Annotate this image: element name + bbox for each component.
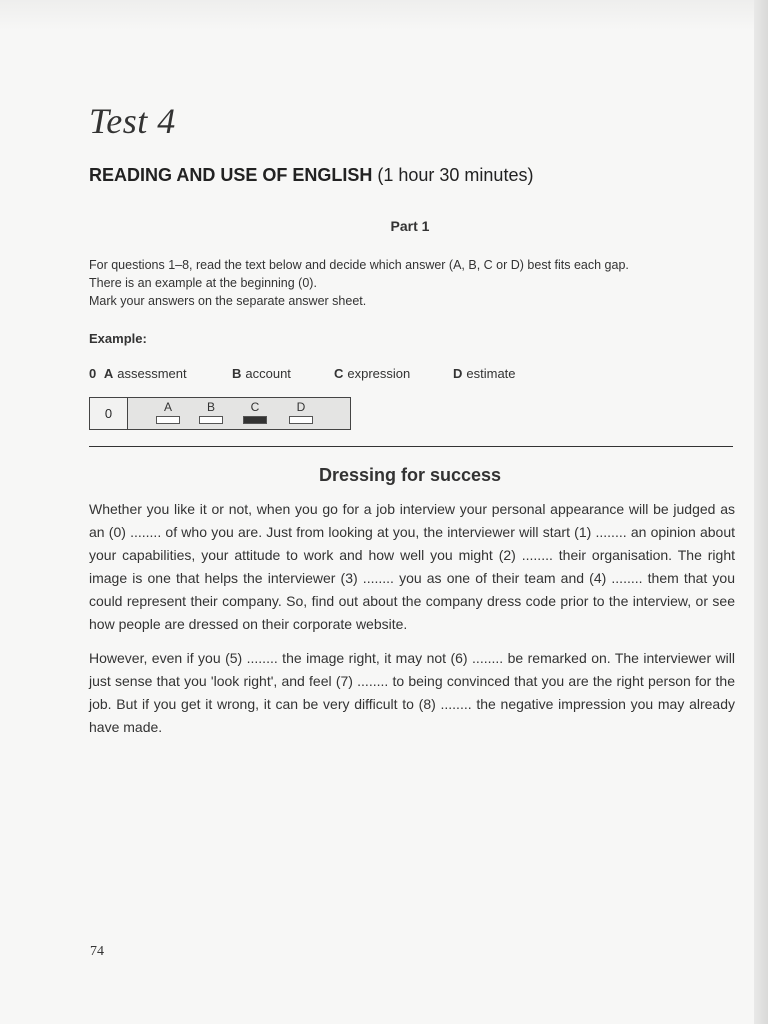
divider-rule xyxy=(89,446,733,447)
section-heading xyxy=(89,165,533,186)
grid-letter: D xyxy=(296,400,306,414)
passage-paragraph-2: However, even if you (5) ........ the image right, it may not (6) ........ be remarked on. The interviewer will just sense that you 'look right', and feel (7) ........ to being convinced that you are the right person for the job. But if you get it wrong, it can be very difficult to (8) ........ the negative impression you may already have made. xyxy=(89,650,735,735)
example-option-d xyxy=(453,366,516,381)
answer-box-filled xyxy=(243,416,267,424)
option-word: estimate xyxy=(466,366,516,381)
example-number: 0 xyxy=(89,366,97,381)
answer-box xyxy=(156,416,180,424)
option-word: expression xyxy=(347,366,411,381)
instructions xyxy=(89,256,739,310)
example-options xyxy=(89,366,516,381)
example-option-a xyxy=(89,366,232,381)
grid-letter: A xyxy=(163,400,172,414)
passage-title: Dressing for success xyxy=(318,465,502,485)
grid-cell-b xyxy=(197,400,225,424)
passage-paragraph-1: Whether you like it or not, when you go for a job interview your personal appearance will be judged as an (0) ........ of who you are. Just from looking at you, the interviewer will start (1) ........ an opinion about your capabilities, your attitude to work and how well you might (2) ........ their organisation. The right image is one that helps the interviewer (3) ........ you as one of their team and (4) ........ them that you could represent their company. So, find out about the company dress code prior to the interview, or see how people are dressed on their corporate website. xyxy=(89,501,735,632)
grid-cell-d xyxy=(287,400,315,424)
answer-box xyxy=(199,416,223,424)
example-label: Example: xyxy=(89,331,147,346)
page-edge-shadow xyxy=(754,0,768,1024)
example-option-b xyxy=(232,366,334,381)
section-duration: (1 hour 30 minutes) xyxy=(377,165,534,185)
passage-text xyxy=(89,498,735,750)
option-letter: B xyxy=(232,366,242,381)
option-letter: D xyxy=(453,366,463,381)
section-title: READING AND USE OF ENGLISH xyxy=(89,165,373,185)
example-option-c xyxy=(334,366,453,381)
grid-cell-a xyxy=(154,400,182,424)
answer-box xyxy=(289,416,313,424)
page-number: 74 xyxy=(90,944,104,959)
page-top-shade xyxy=(0,0,768,30)
grid-letter: C xyxy=(250,400,260,414)
option-letter: C xyxy=(334,366,344,381)
option-word: assessment xyxy=(117,366,187,381)
grid-number: 0 xyxy=(90,398,128,429)
part-label: Part 1 xyxy=(390,218,430,234)
example-answer-grid xyxy=(89,397,351,430)
grid-letter: B xyxy=(206,400,215,414)
option-word: account xyxy=(245,366,291,381)
instruction-line-3: Mark your answers on the separate answer sheet. xyxy=(89,294,367,308)
instruction-line-1: For questions 1–8, read the text below and decide which answer (A, B, C or D) best fits each gap. xyxy=(89,258,629,272)
instruction-line-2: There is an example at the beginning (0). xyxy=(89,276,317,290)
grid-cell-c xyxy=(241,400,269,424)
test-title: Test 4 xyxy=(89,101,176,141)
option-letter: A xyxy=(103,366,114,381)
